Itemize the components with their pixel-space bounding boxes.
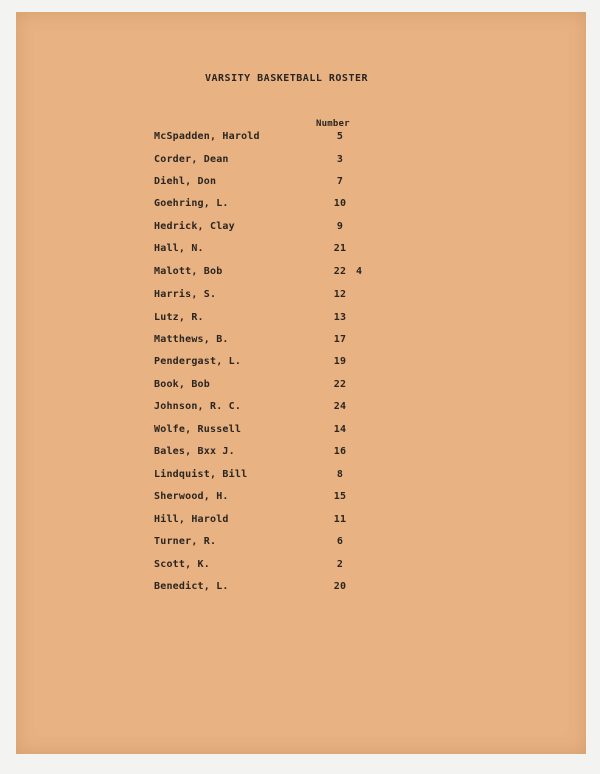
player-number: 21 bbox=[333, 243, 347, 254]
player-number: 2 bbox=[336, 559, 344, 570]
roster-row bbox=[0, 356, 600, 376]
player-name: McSpadden, Harold bbox=[154, 131, 260, 142]
player-number: 15 bbox=[333, 491, 347, 502]
roster-row bbox=[0, 559, 600, 579]
player-number: 14 bbox=[333, 424, 347, 435]
player-name: Lutz, R. bbox=[154, 312, 204, 323]
roster-row bbox=[0, 243, 600, 263]
roster-row bbox=[0, 424, 600, 444]
player-name: Harris, S. bbox=[154, 289, 217, 300]
player-number: 9 bbox=[336, 221, 344, 232]
player-name: Bales, Bxx J. bbox=[154, 446, 235, 457]
roster-row bbox=[0, 221, 600, 241]
player-number: 11 bbox=[333, 514, 347, 525]
roster-row bbox=[0, 154, 600, 174]
roster-row bbox=[0, 536, 600, 556]
player-number: 17 bbox=[333, 334, 347, 345]
player-name: Matthews, B. bbox=[154, 334, 229, 345]
player-name: Wolfe, Russell bbox=[154, 424, 242, 435]
player-name: Diehl, Don bbox=[154, 176, 217, 187]
player-name: Corder, Dean bbox=[154, 154, 229, 165]
roster-row bbox=[0, 491, 600, 511]
player-number: 16 bbox=[333, 446, 347, 457]
player-number: 19 bbox=[333, 356, 347, 367]
roster-row bbox=[0, 289, 600, 309]
player-name: Benedict, L. bbox=[154, 581, 229, 592]
player-number: 7 bbox=[336, 176, 344, 187]
roster-row bbox=[0, 401, 600, 421]
player-number: 5 bbox=[336, 131, 344, 142]
player-name: Hall, N. bbox=[154, 243, 204, 254]
player-number: 3 bbox=[336, 154, 344, 165]
player-number: 6 bbox=[336, 536, 344, 547]
player-number: 13 bbox=[333, 312, 347, 323]
player-number: 22 bbox=[333, 266, 347, 277]
roster-row bbox=[0, 581, 600, 601]
roster-row bbox=[0, 266, 600, 286]
player-name: Sherwood, H. bbox=[154, 491, 229, 502]
roster-row bbox=[0, 514, 600, 534]
page-title: VARSITY BASKETBALL ROSTER bbox=[205, 73, 369, 84]
player-number: 24 bbox=[333, 401, 347, 412]
roster-row bbox=[0, 131, 600, 151]
player-name: Book, Bob bbox=[154, 379, 210, 390]
player-name: Lindquist, Bill bbox=[154, 469, 248, 480]
roster-row bbox=[0, 198, 600, 218]
player-number: 20 bbox=[333, 581, 347, 592]
player-name: Malott, Bob bbox=[154, 266, 223, 277]
player-name: Scott, K. bbox=[154, 559, 210, 570]
player-name: Hedrick, Clay bbox=[154, 221, 235, 232]
player-name: Johnson, R. C. bbox=[154, 401, 242, 412]
roster-row bbox=[0, 176, 600, 196]
player-name: Pendergast, L. bbox=[154, 356, 242, 367]
handwritten-correction: 4 bbox=[356, 266, 363, 277]
player-number: 10 bbox=[333, 198, 347, 209]
player-number: 8 bbox=[336, 469, 344, 480]
roster-row bbox=[0, 312, 600, 332]
player-name: Turner, R. bbox=[154, 536, 217, 547]
player-number: 12 bbox=[333, 289, 347, 300]
roster-row bbox=[0, 469, 600, 489]
roster-row bbox=[0, 334, 600, 354]
player-name: Goehring, L. bbox=[154, 198, 229, 209]
number-column-header: Number bbox=[316, 119, 350, 129]
roster-row bbox=[0, 446, 600, 466]
player-number: 22 bbox=[333, 379, 347, 390]
player-name: Hill, Harold bbox=[154, 514, 229, 525]
roster-row bbox=[0, 379, 600, 399]
